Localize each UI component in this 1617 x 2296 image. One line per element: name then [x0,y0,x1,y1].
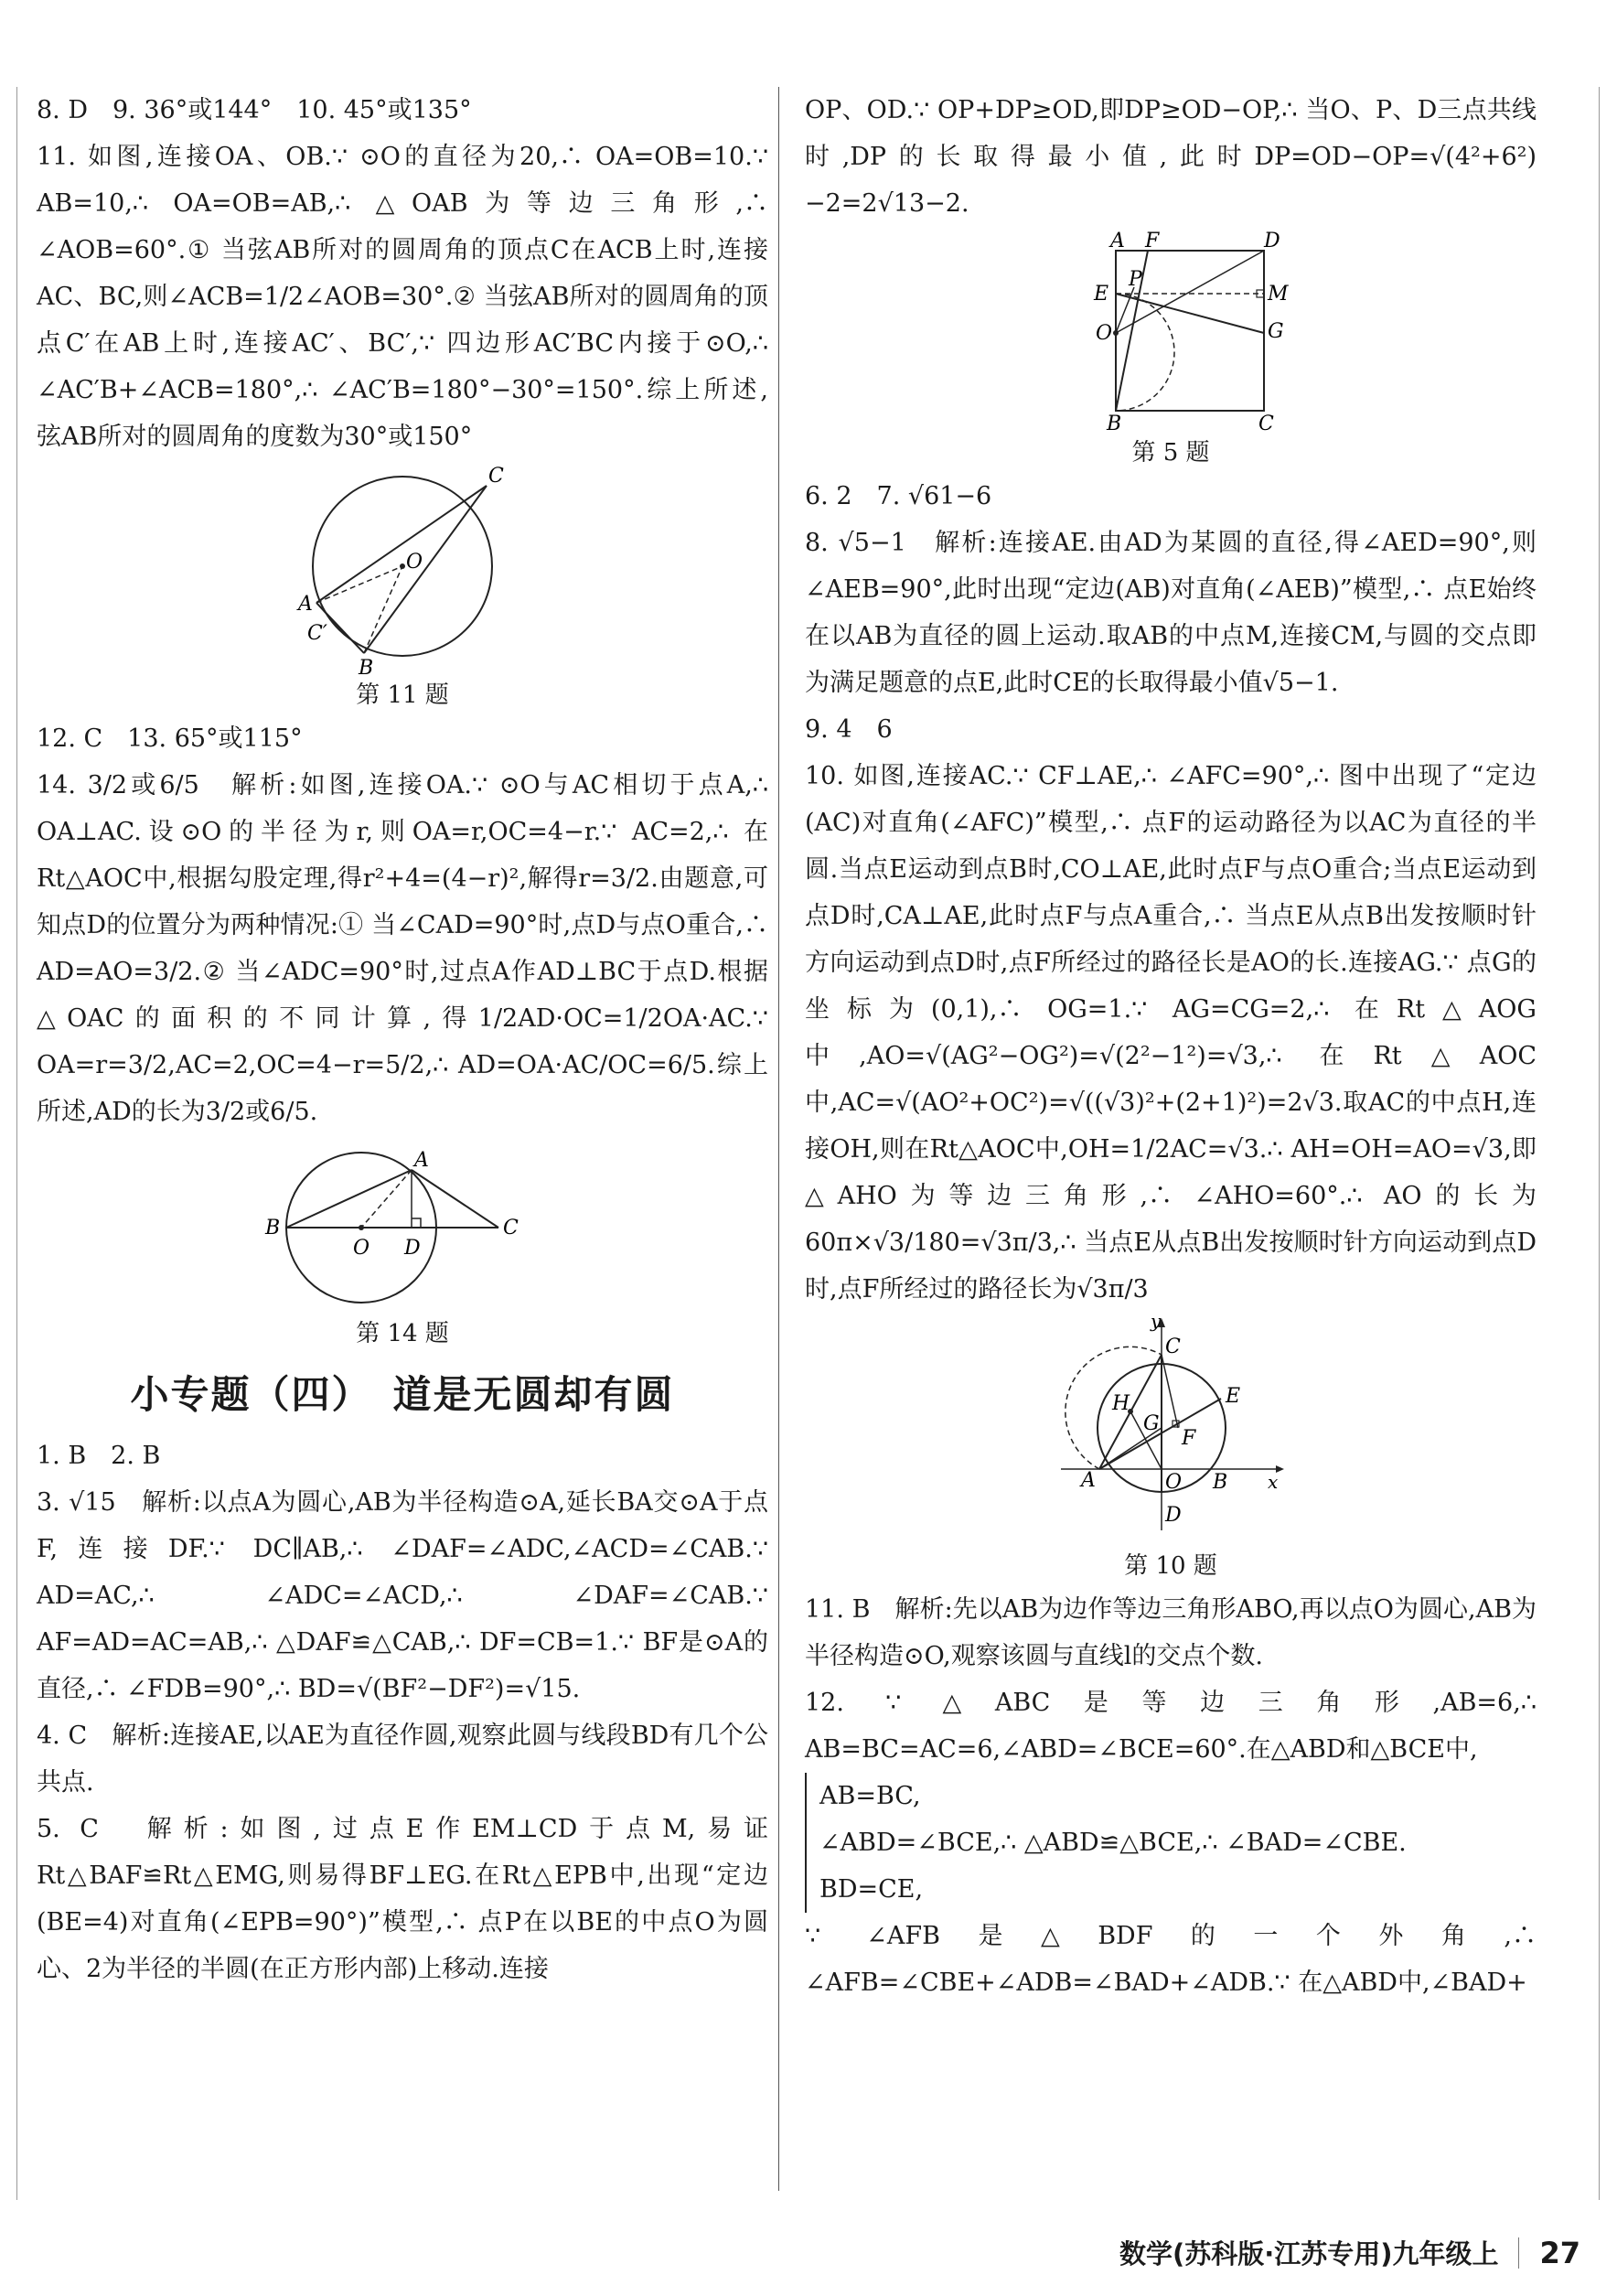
left-column [37,87,768,1992]
answer-11: 11. B 解析:先以AB为边作等边三角形ABO,再以点O为圆心,AB为半径构造⊙O,观察该圆与直线l的交点个数. [805,1595,1537,1670]
answer-12-system-line-2: ∠ABD=∠BCE,∴ △ABD≌△BCE,∴ ∠BAD=∠CBE. [805,1819,1537,1866]
fig5-label-d: D [1264,230,1280,252]
fig5-label-g: G [1268,320,1284,343]
fig14-label-a: A [414,1149,429,1172]
fig14-label-o: O [353,1237,370,1260]
answer-10: 10. 如图,连接AC.∵ CF⊥AE,∴ ∠AFC=90°,∴ 图中出现了“定边(AC)对直角(∠AFC)”模型,∴ 点F的运动路径为以AC为直径的半圆.当点E运动到点B时,CO⊥AE,此时点F与点O重合;当点E运动到点D时,CA⊥AE,此时点F与点A重合,∴ 当点E从点B出发按顺时针方向运动到点D时,点F所经过的路径长是AO的长.连接AG.∵ 点G的坐标为(0,1),∴ OG=1.∵ AG=CG=2,∴ 在Rt△AOG中,AO=√(AG²−OG²)=√(2²−1²)=√3,∴ 在Rt△AOC中,AC=√(AO²+OC²)=√((√3)²+(2+1)²)=2√3.取AC的中点H,连接OH,则在Rt△AOC中,OH=1/2AC=√3.∴ AH=OH=AO=√3,即△AHO为等边三角形,∴ ∠AHO=60°.∴ AO的长为60π×√3/180=√3π/3,∴ 当点E从点B出发按顺时针方向运动到点D时,点F所经过的路径长为√3π/3 [805,762,1537,1304]
figure-5-caption: 第 5 题 [1131,439,1210,467]
answer-5-continued: OP、OD.∵ OP+DP≥OD,即DP≥OD−OP,∴ 当O、P、D三点共线时,DP的长取得最小值,此时DP=OD−OP=√(4²+6²)−2=2√13−2. [805,96,1537,218]
fig10-label-a: A [1081,1469,1096,1492]
figure-11-diagram [293,465,512,680]
answer-8-10: 8. D 9. 36°或144° 10. 45°或135° [37,96,472,124]
column-divider [778,87,779,2191]
fig5-label-m: M [1268,283,1289,306]
fig5-label-e: E [1094,283,1109,306]
answer-1-2: 1. B 2. B [37,1442,161,1470]
fig5-label-b: B [1107,413,1122,435]
figure-5-diagram [1061,230,1289,435]
page-footer [1119,2234,1580,2271]
fig5-label-p: P [1129,268,1142,291]
figure-14-caption: 第 14 题 [356,1320,449,1347]
right-column [805,87,1537,2006]
answer-12-13: 12. C 13. 65°或115° [37,724,303,753]
fig11-label-b: B [359,657,374,680]
answer-12-system-line-3: BD=CE, [805,1866,1537,1913]
fig10-label-h: H [1112,1392,1130,1415]
figure-11-caption: 第 11 题 [356,681,449,709]
answer-5: 5. C 解析:如图,过点E作EM⊥CD于点M,易证Rt△BAF≌Rt△EMG,则易得BF⊥EG.在Rt△EPB中,出现“定边(BE=4)对直角(∠EPB=90°)”模型,∴ 点P在以BE的中点O为圆心、2为半径的半圆(在正方形内部)上移动.连接 [37,1815,768,1983]
fig11-label-a: A [298,593,313,616]
fig10-label-y: y [1151,1310,1162,1332]
left-edge-line [16,87,17,2200]
answer-6-7: 6. 2 7. √61−6 [805,482,992,510]
answer-12: 12. ∵ △ABC是等边三角形,AB=6,∴ AB=BC=AC=6,∠ABD=∠BCE=60°.在△ABD和△BCE中, [805,1689,1537,1764]
fig10-label-c: C [1165,1336,1181,1358]
answer-4: 4. C 解析:连接AE,以AE为直径作圆,观察此圆与线段BD有几个公共点. [37,1722,768,1797]
book-title: 数学(苏科版·江苏专用)九年级上 [1119,2238,1499,2269]
fig14-label-d: D [404,1237,421,1260]
answer-9: 9. 4 6 [805,715,893,744]
fig11-label-o: O [406,551,423,574]
fig10-label-o: O [1165,1471,1183,1494]
figure-5 [805,232,1537,467]
page-number: 27 [1539,2235,1580,2270]
fig14-label-c: C [503,1217,519,1239]
fig10-label-x: x [1268,1471,1279,1493]
fig5-label-a: A [1110,230,1125,252]
section-title: 小专题（四） 道是无圆却有圆 [130,1372,675,1417]
fig10-label-d: D [1165,1504,1182,1527]
fig10-label-b: B [1213,1471,1228,1494]
footer-separator [1518,2237,1519,2269]
answer-12-system-line-1: AB=BC, [805,1773,1537,1819]
fig5-label-c: C [1258,413,1274,435]
right-edge-line [1599,87,1600,2200]
fig11-label-c: C [488,465,504,488]
figure-11 [37,466,768,710]
fig11-label-c-prime: C′ [307,622,327,645]
answer-11: 11. 如图,连接OA、OB.∵ ⊙O的直径为20,∴ OA=OB=10.∵ AB=10,∴ OA=OB=AB,∴ △OAB为等边三角形,∴ ∠AOB=60°.① 当弦AB所对的圆周角的顶点C在ACB上时,连接AC、BC,则∠ACB=1/2∠AOB=30°.② 当弦AB所对的圆周角的顶点C′在AB上时,连接AC′、BC′,∵ 四边形AC′BC内接于⊙O,∴ ∠AC′B+∠ACB=180°,∴ ∠AC′B=180°−30°=150°.综上所述,弦AB所对的圆周角的度数为30°或150° [37,143,768,451]
fig10-label-f: F [1182,1427,1196,1450]
figure-10 [805,1310,1537,1581]
answer-3: 3. √15 解析:以点A为圆心,AB为半径构造⊙A,延长BA交⊙A于点F,连接DF.∵ DC∥AB,∴ ∠DAF=∠ADC,∠ACD=∠CAB.∵ AD=AC,∴ ∠ADC=∠ACD,∴ ∠DAF=∠CAB.∵ AF=AD=AC=AB,∴ △DAF≌△CAB,∴ DF=CB=1.∵ BF是⊙A的直径,∴ ∠FDB=90°,∴ BD=√(BF²−DF²)=√15. [37,1488,768,1703]
figure-14 [37,1141,768,1348]
fig14-label-b: B [265,1217,281,1239]
fig5-label-f: F [1145,230,1160,252]
figure-10-diagram [1052,1310,1290,1547]
answer-8: 8. √5−1 解析:连接AE.由AD为某圆的直径,得∠AED=90°,则∠AEB=90°,此时出现“定边(AB)对直角(∠AEB)”模型,∴ 点E始终在以AB为直径的圆上运动.取AB的中点M,连接CM,与圆的交点即为满足题意的点E,此时CE的长取得最小值√5−1. [805,529,1537,697]
answer-12-continued: ∵ ∠AFB是△BDF的一个外角,∴ ∠AFB=∠CBE+∠ADB=∠BAD+∠ADB.∵ 在△ABD中,∠BAD+ [805,1922,1537,1997]
answer-14: 14. 3/2或6/5 解析:如图,连接OA.∵ ⊙O与AC相切于点A,∴ OA⊥AC.设⊙O的半径为r,则OA=r,OC=4−r.∵ AC=2,∴ 在Rt△AOC中,根据勾股定理,得r²+4=(4−r)²,解得r=3/2.由题意,可知点D的位置分为两种情况:① 当∠CAD=90°时,点D与点O重合,∴ AD=AO=3/2.② 当∠ADC=90°时,过点A作AD⊥BC于点D.根据△OAC的面积的不同计算,得1/2AD·OC=1/2OA·AC.∵ OA=r=3/2,AC=2,OC=4−r=5/2,∴ AD=OA·AC/OC=6/5.综上所述,AD的长为3/2或6/5. [37,771,768,1126]
figure-14-diagram [265,1141,540,1314]
fig10-label-e: E [1226,1385,1241,1408]
fig10-label-g: G [1143,1412,1160,1435]
fig5-label-o: O [1096,322,1113,345]
figure-10-caption: 第 10 题 [1124,1552,1217,1580]
